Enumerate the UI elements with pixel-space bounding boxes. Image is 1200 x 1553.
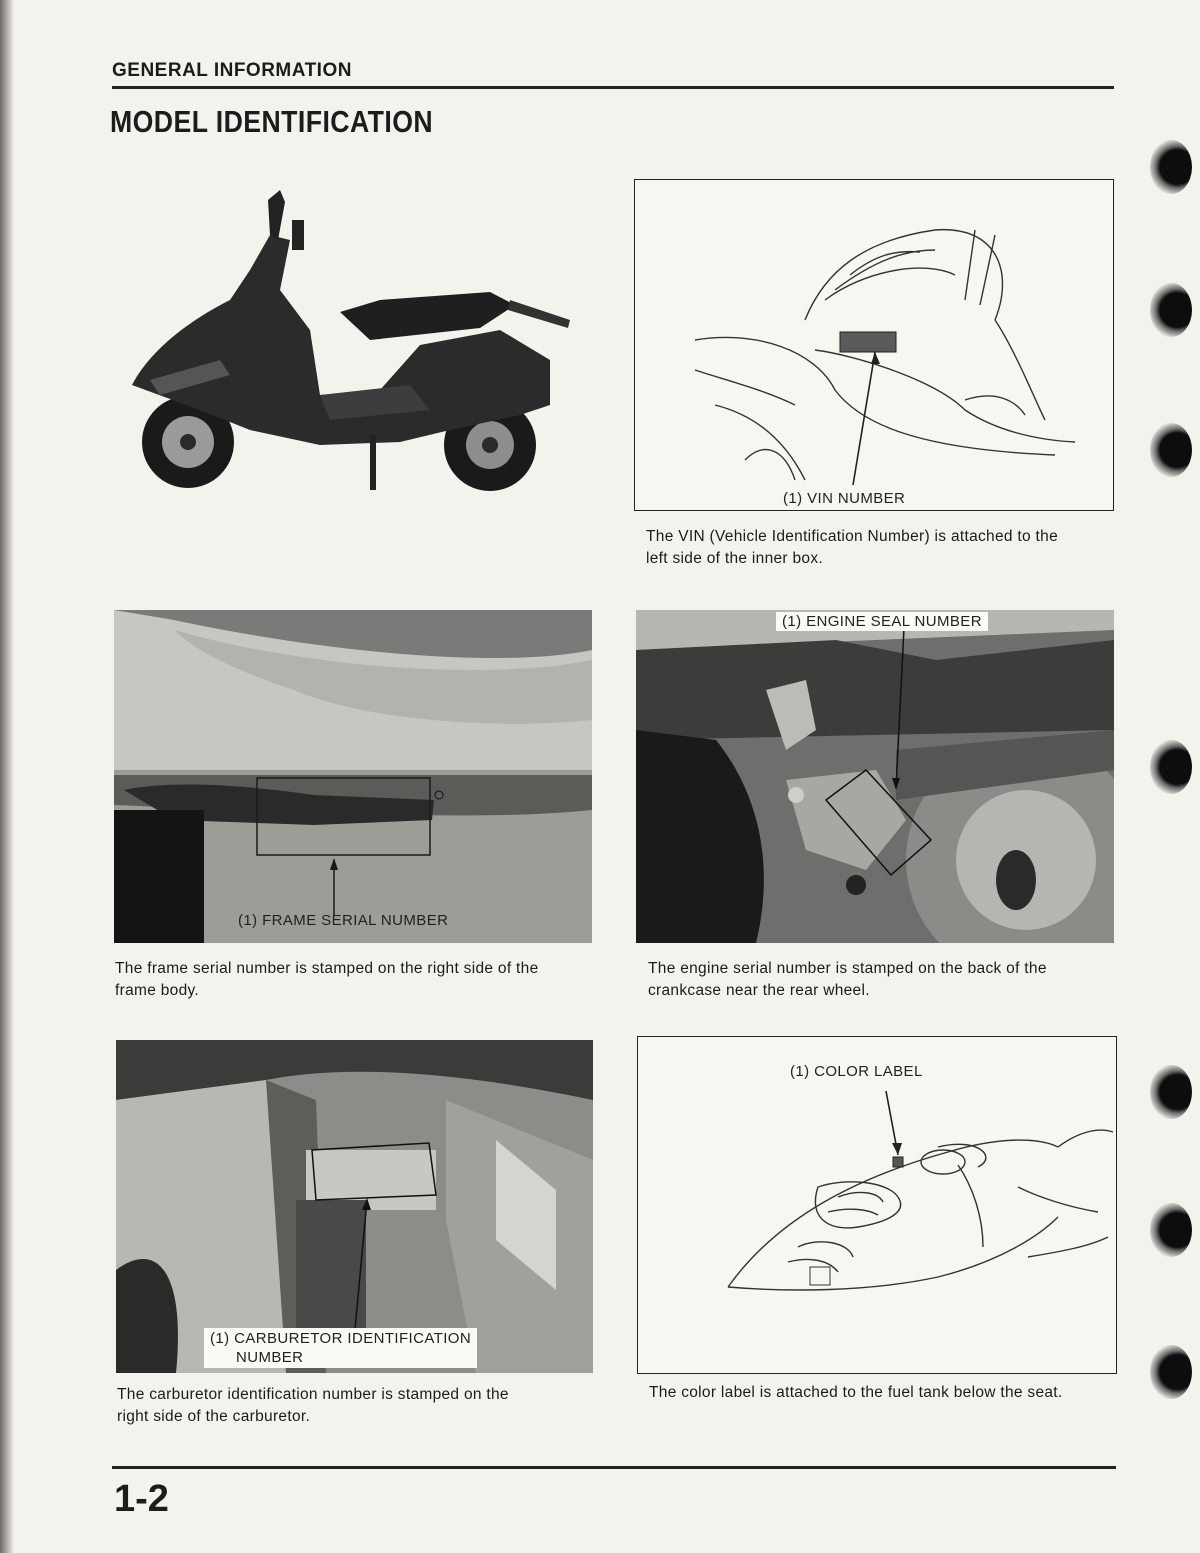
- carburetor-caption-line: right side of the carburetor.: [117, 1408, 311, 1425]
- carburetor-caption: [117, 1384, 509, 1428]
- scooter-photo: [120, 180, 590, 510]
- vin-number-label: (1) VIN NUMBER: [783, 490, 906, 507]
- binder-hole: [1150, 423, 1192, 477]
- frame-serial-label: (1) FRAME SERIAL NUMBER: [238, 912, 449, 929]
- binder-hole: [1150, 1345, 1192, 1399]
- binder-hole: [1150, 1203, 1192, 1257]
- carburetor-caption-line: The carburetor identification number is stamped on the: [117, 1386, 509, 1403]
- engine-caption-line: The engine serial number is stamped on the back of the: [648, 960, 1047, 977]
- footer-rule: [112, 1466, 1116, 1469]
- binder-edge: [0, 0, 14, 1553]
- color-caption-line: The color label is attached to the fuel tank below the seat.: [649, 1384, 1063, 1401]
- color-caption: [649, 1382, 1063, 1404]
- engine-seal-label: (1) ENGINE SEAL NUMBER: [776, 612, 988, 631]
- vin-caption-line: left side of the inner box.: [646, 550, 823, 567]
- page-number: 1-2: [114, 1478, 169, 1520]
- frame-caption: [115, 958, 539, 1002]
- binder-hole: [1150, 283, 1192, 337]
- binder-hole: [1150, 1065, 1192, 1119]
- header-rule: [112, 86, 1114, 89]
- frame-caption-line: frame body.: [115, 982, 199, 999]
- frame-serial-photo: [114, 610, 592, 943]
- page-title: MODEL IDENTIFICATION: [110, 104, 434, 139]
- carburetor-label-line: NUMBER: [236, 1349, 304, 1366]
- carburetor-photo: [116, 1040, 593, 1373]
- section-header: GENERAL INFORMATION: [112, 60, 352, 81]
- vin-caption: [646, 526, 1058, 570]
- carburetor-id-label: [204, 1328, 477, 1368]
- frame-caption-line: The frame serial number is stamped on the right side of the: [115, 960, 539, 977]
- engine-seal-photo: [636, 610, 1114, 943]
- vin-figure: [634, 179, 1114, 511]
- color-label-figure: [637, 1036, 1117, 1374]
- binder-hole: [1150, 740, 1192, 794]
- color-label-label: (1) COLOR LABEL: [790, 1063, 923, 1080]
- engine-caption: [648, 958, 1047, 1002]
- carburetor-label-line: (1) CARBURETOR IDENTIFICATION: [210, 1330, 472, 1347]
- engine-caption-line: crankcase near the rear wheel.: [648, 982, 870, 999]
- binder-hole: [1150, 140, 1192, 194]
- vin-caption-line: The VIN (Vehicle Identification Number) is attached to the: [646, 528, 1058, 545]
- binder-holes: [1130, 0, 1200, 1553]
